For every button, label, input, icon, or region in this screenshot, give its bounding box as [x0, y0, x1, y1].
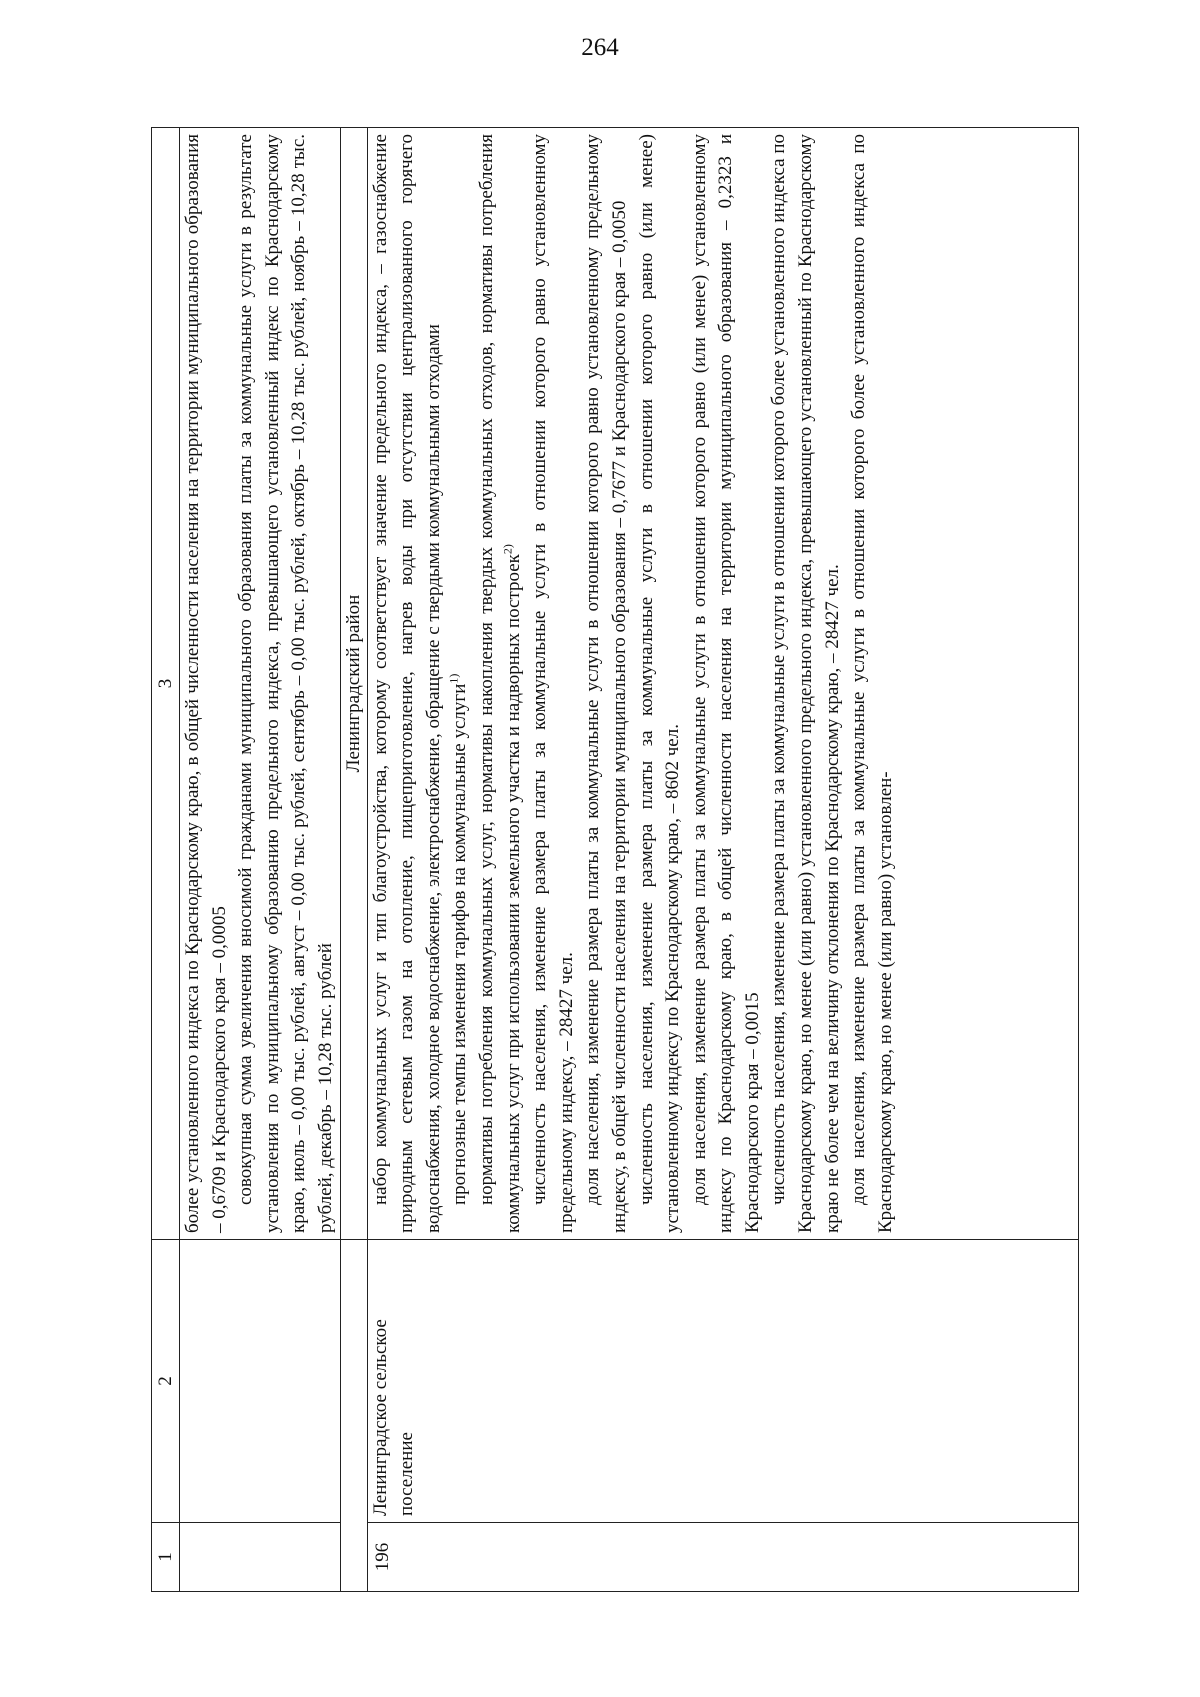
description-cell: [367, 128, 1078, 1240]
description-paragraph: численность населения, изменение размера платы за коммунальные услуги в отношении которого более установленного индекса по Краснодарскому краю, но менее (или равно) установленного предельного индекса, превышающего установленный по Краснодарскому краю не более чем на величину отклонения по Краснодарскому краю, – 28427 чел.: [768, 134, 843, 1233]
rotated-table-container: [151, 127, 1079, 1592]
empty-cell: [180, 1240, 341, 1523]
table-header-row: [152, 128, 180, 1592]
header-col-2: 2: [152, 1240, 180, 1523]
empty-cell: [180, 1523, 341, 1592]
description-paragraph: доля населения, изменение размера платы за коммунальные услуги в отношении которого равно (или менее) установленному индексу по Краснодарскому краю, в общей численности населения на территории муниципального образования – 0,2323 и Краснодарского края – 0,0015: [688, 134, 763, 1233]
empty-cell: [340, 1240, 367, 1592]
header-col-1: 1: [152, 1523, 180, 1592]
footnote-mark: 1): [447, 673, 462, 684]
continuation-cell: [180, 128, 341, 1240]
description-paragraph: прогнозные темпы изменения тарифов на коммунальные услуги$^{1)}$: [447, 673, 471, 1205]
description-paragraph: набор коммунальных услуг и тип благоустройства, которому соответствует значение предельного индекса, – газоснабжение природным сетевым газом на отопление, пищеприготовление, нагрев воды при отсутствии централизованного горячего водоснабжения, холодное водоснабжение, электроснабжение, обращение с твердыми коммунальными отходами: [369, 134, 444, 1233]
page-number: 264: [581, 34, 619, 61]
table-row: [367, 128, 1078, 1592]
description-paragraph: численность населения, изменение размера платы за коммунальные услуги в отношении которого равно установленному предельному индексу, – 28427 чел.: [529, 134, 577, 1233]
district-title: Ленинградский район: [340, 128, 367, 1240]
row-number: 196: [367, 1523, 1078, 1592]
header-col-3: 3: [152, 128, 180, 1240]
description-paragraph: нормативы потребления коммунальных услуг, нормативы накопления твердых коммунальных отходов, нормативы потребления коммунальных услуг при использовании земельного участка и надворных построек$^{2)}$: [475, 134, 524, 1233]
data-table: [151, 127, 1079, 1592]
continuation-text: более установленного индекса по Краснодарскому краю, в общей численности населения на территории муниципального образования – 0,6709 и Краснодарского края – 0,0005: [182, 134, 230, 1233]
description-paragraph: доля населения, изменение размера платы за коммунальные услуги в отношении которого равно установленному предельному индексу, в общей численности населения на территории муниципального образования – 0,7677 и Краснодарского края – 0,0050: [582, 134, 630, 1233]
footnote-mark: 2): [500, 544, 515, 555]
description-paragraph: численность населения, изменение размера платы за коммунальные услуги в отношении которого равно (или менее) установленному индексу по Краснодарскому краю, – 8602 чел.: [635, 134, 684, 1233]
district-row: [340, 128, 367, 1592]
continuation-text: совокупная сумма увеличения вносимой гражданами муниципального образования платы за коммунальные услуги в результате установления по муниципальному образованию предельного индекса, превышающего установленный индекс по Краснодарскому краю, июль – 0,00 тыс. рублей, август – 0,00 тыс. рублей, сентябрь – 0,00 тыс. рублей, октябрь – 10,28 тыс. рублей, ноябрь – 10,28 тыс. рублей, декабрь – 10,28 тыс. рублей: [235, 134, 336, 1233]
description-paragraph: доля населения, изменение размера платы за коммунальные услуги в отношении которого более установленного индекса по Краснодарскому краю, но менее (или равно) установлен-: [848, 134, 896, 1233]
settlement-name: Ленинградское сельское поселение: [367, 1240, 1078, 1523]
continuation-row: [180, 128, 341, 1592]
